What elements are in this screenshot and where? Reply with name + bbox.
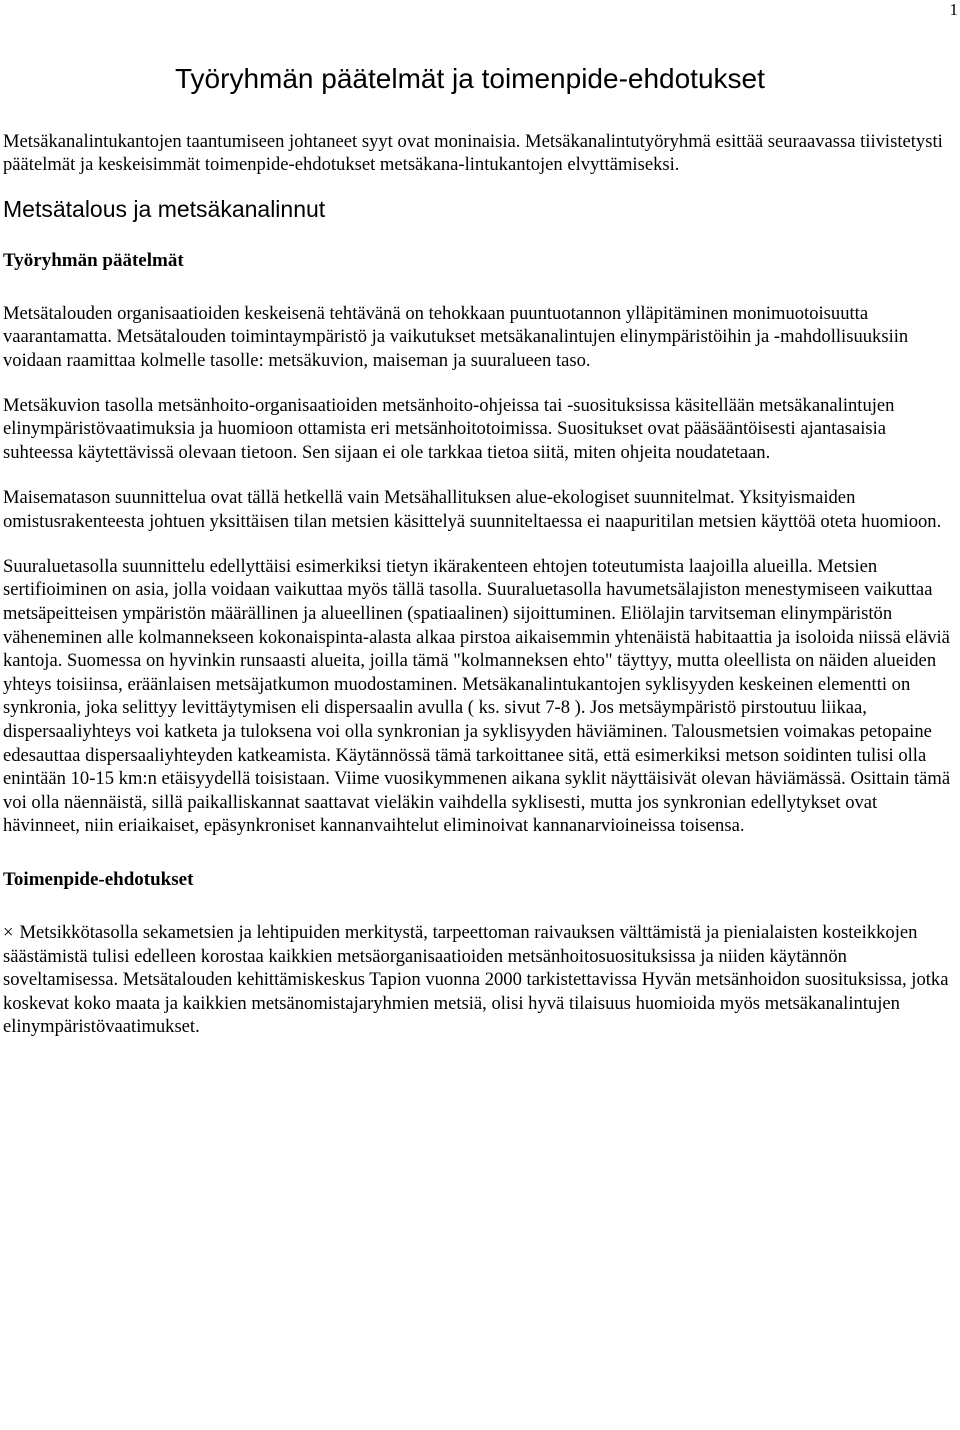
action-item — [3, 921, 953, 1039]
conclusions-heading: Työryhmän päätelmät — [3, 249, 184, 271]
conclusions-paragraph-4: Suuraluetasolla suunnittelu edellyttäisi esimerkiksi tietyn ikärakenteen ehtojen toteutumista laajoilla alueilla. Metsien sertifioiminen on asia, jolla voidaan vaikuttaa myös tällä tasolla. Suuraluetasolla havumetsälajiston menestymiseen vaikuttaa metsäpeitteisen ympäristön määrällinen ja alueellinen (spatiaalinen) sijoittuminen. Eliölajin tarvitseman elinympäristön väheneminen alle kolmannekseen kokonaispinta-alasta alkaa pirstoa aikaisemmin yhtenäistä habitaattia ja isoloida niissä eläviä kantoja. Suomessa on hyvinkin runsaasti alueita, joilla tämä "kolmanneksen ehto" täyttyy, mutta oleellista on näiden alueiden yhteys toisiinsa, eräänlaisen metsäjatkumon muodostaminen. Metsäkanalintukantojen syklisyyden keskeinen elementti on synkronia, joka selittyy levittäytymisen eli dispersaalin avulla ( ks. sivut 7-8 ). Jos metsäympäristö pirstoutuu liikaa, dispersaaliyhteys voi katketa ja tuloksena voi olla synkronian ja syklisyyden häviäminen. Talousmetsien voimakas petopaine edesauttaa dispersaaliyhteyden katkeamista. Käytännössä tämä tarkoittanee sitä, että esimerkiksi metson soidinten tulisi olla enintään 10-15 km:n etäisyydellä toisistaan. Viime vuosikymmenen aikana syklit näyttäisivät olevan häviämässä. Osittain tämä voi olla näennäistä, sillä paikalliskannat saattavat vieläkin vaihdella syklisesti, mutta jos synkronian edellytykset ovat hävinneet, niin eriaikaiset, epäsynkroniset kannanvaihtelut eliminoivat kannanarvioineissa toisensa. — [3, 555, 951, 837]
document-body — [3, 62, 953, 1039]
document-title: Työryhmän päätelmät ja toimenpide-ehdotukset — [175, 63, 765, 94]
intro-paragraph: Metsäkanalintukantojen taantumiseen johtaneet syyt ovat moninaisia. Metsäkanalintutyöryhmä esittää seuraavassa tiivistetysti päätelmät ja keskeisimmät toimenpide-ehdotukset metsäkana-lintukantojen elvyttämiseksi. — [3, 131, 943, 176]
section-heading: Metsätalous ja metsäkanalinnut — [3, 195, 326, 222]
conclusions-paragraph-3: Maisematason suunnittelua ovat tällä hetkellä vain Metsähallituksen alue-ekologiset suunnitelmat. Yksityismaiden omistusrakenteesta johtuen yksittäisen tilan metsien käsittelyä suunniteltaessa ei naapuritilan metsien käyttöä oteta huomioon. — [3, 487, 942, 532]
bullet-cross-icon: × — [3, 921, 14, 943]
conclusions-paragraph-2: Metsäkuvion tasolla metsänhoito-organisaatioiden metsänhoito-ohjeissa tai -suosituksissa käsitellään metsäkanalintujen elinympäristövaatimuksia ja huomioon ottamista eri metsänhoitotoimissa. Suositukset ovat pääsääntöisesti ajantasaisia suhteessa käytettävissä olevaan tietoon. Sen sijaan ei ole tarkkaa tietoa siitä, miten ohjeita noudatetaan. — [3, 394, 895, 464]
conclusions-paragraph-1: Metsätalouden organisaatioiden keskeisenä tehtävänä on tehokkaan puuntuotannon ylläpitäminen monimuotoisuutta vaarantamatta. Metsätalouden toimintaympäristö ja vaikutukset metsäkanalintujen elinympäristöihin ja -mahdollisuuksiin voidaan raamittaa kolmelle tasolle: metsäkuvion, maiseman ja suuralueen taso. — [3, 302, 909, 371]
actions-heading: Toimenpide-ehdotukset — [3, 868, 194, 890]
page-number: 1 — [949, 0, 958, 19]
action-item-text: Metsikkötasolla sekametsien ja lehtipuiden merkitystä, tarpeettoman raivauksen välttämistä ja pienialaisten kosteikkojen säästämistä tulisi edelleen korostaa kaikkien metsäorganisaatioiden metsänhoitosuosituksissa ja niiden käytännön soveltamisessa. Metsätalouden kehittämiskeskus Tapion vuonna 2000 tarkistettavissa Hyvän metsänhoidon suosituksissa, jotka koskevat koko maata ja kaikkien metsänomistajaryhmien metsiä, olisi hyvä tilaisuus huomioida myös metsäkanalintujen elinympäristövaatimukset. — [3, 921, 949, 1038]
